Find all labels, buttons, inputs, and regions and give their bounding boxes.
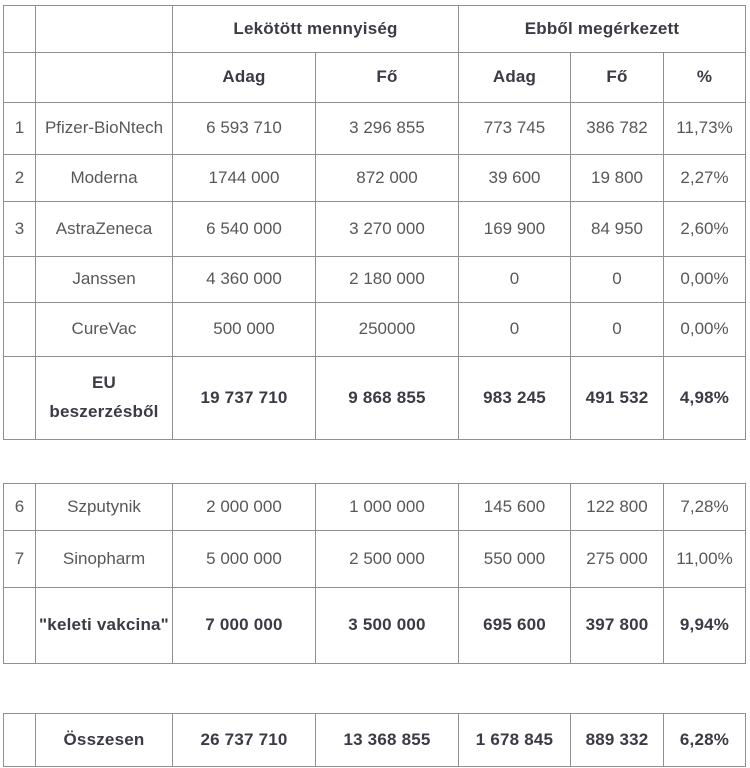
erkezett-percent-cell: 11,73% [664,103,746,155]
erkezett-percent-cell: 9,94% [664,588,746,664]
header-erkezett-adag: Adag [459,53,571,103]
lekotott-fo-cell: 2 500 000 [316,531,459,588]
lekotott-adag-cell: 5 000 000 [173,531,316,588]
header-percent: % [664,53,746,103]
lekotott-fo-cell: 3 270 000 [316,202,459,257]
empty-corner-cell [4,6,36,53]
table-row-astrazeneca [4,202,746,257]
lekotott-fo-cell: 872 000 [316,155,459,202]
erkezett-adag-cell: 550 000 [459,531,571,588]
header-lekotott-adag: Adag [173,53,316,103]
header-lekotott-fo: Fő [316,53,459,103]
lekotott-adag-cell: 1744 000 [173,155,316,202]
erkezett-fo-cell: 397 800 [571,588,664,664]
vaccine-name-cell: Janssen [36,257,173,303]
row-number-cell [4,357,36,440]
erkezett-fo-cell: 122 800 [571,484,664,531]
row-number-cell: 7 [4,531,36,588]
erkezett-adag-cell: 773 745 [459,103,571,155]
empty-corner-cell [36,53,173,103]
vaccine-name-cell: "keleti vakcina" [36,588,173,664]
vaccine-name-cell: Sinopharm [36,531,173,588]
lekotott-adag-cell: 6 593 710 [173,103,316,155]
erkezett-adag-cell: 169 900 [459,202,571,257]
empty-corner-cell [4,53,36,103]
vaccine-name-cell: EU beszerzésből [36,357,173,440]
lekotott-fo-cell: 250000 [316,303,459,357]
lekotott-fo-cell: 2 180 000 [316,257,459,303]
table-row-eastern-total [4,588,746,664]
lekotott-adag-cell: 2 000 000 [173,484,316,531]
row-number-cell: 2 [4,155,36,202]
erkezett-fo-cell: 19 800 [571,155,664,202]
table-row-sinopharm [4,531,746,588]
lekotott-fo-cell: 3 500 000 [316,588,459,664]
lekotott-fo-cell: 9 868 855 [316,357,459,440]
lekotott-fo-cell: 3 296 855 [316,103,459,155]
empty-corner-cell [36,6,173,53]
table-row-pfizer [4,103,746,155]
row-number-cell [4,303,36,357]
erkezett-fo-cell: 0 [571,257,664,303]
vaccine-name-cell: Pfizer-BioNtech [36,103,173,155]
erkezett-adag-cell: 983 245 [459,357,571,440]
row-number-cell: 1 [4,103,36,155]
erkezett-adag-cell: 145 600 [459,484,571,531]
erkezett-percent-cell: 7,28% [664,484,746,531]
erkezett-percent-cell: 2,27% [664,155,746,202]
table-spacer [3,440,747,483]
row-number-cell [4,257,36,303]
erkezett-adag-cell: 39 600 [459,155,571,202]
lekotott-adag-cell: 19 737 710 [173,357,316,440]
erkezett-fo-cell: 275 000 [571,531,664,588]
lekotott-adag-cell: 4 360 000 [173,257,316,303]
erkezett-fo-cell: 0 [571,303,664,357]
erkezett-fo-cell: 386 782 [571,103,664,155]
vaccine-name-cell: Moderna [36,155,173,202]
row-number-cell [4,588,36,664]
erkezett-fo-cell: 84 950 [571,202,664,257]
erkezett-percent-cell: 6,28% [664,714,746,767]
erkezett-percent-cell: 2,60% [664,202,746,257]
erkezett-fo-cell: 491 532 [571,357,664,440]
grand-total-table [3,713,746,767]
erkezett-percent-cell: 11,00% [664,531,746,588]
header-ebbol-megerkezett: Ebből megérkezett [459,6,746,53]
vaccine-name-cell: Szputynik [36,484,173,531]
erkezett-percent-cell: 4,98% [664,357,746,440]
erkezett-adag-cell: 0 [459,257,571,303]
lekotott-adag-cell: 26 737 710 [173,714,316,767]
erkezett-adag-cell: 0 [459,303,571,357]
eu-vaccines-table [3,5,746,440]
table-spacer [3,664,747,713]
table-row-grand-total [4,714,746,767]
erkezett-percent-cell: 0,00% [664,257,746,303]
lekotott-fo-cell: 13 368 855 [316,714,459,767]
row-number-cell: 3 [4,202,36,257]
table-row-eu-total [4,357,746,440]
row-number-cell [4,714,36,767]
lekotott-fo-cell: 1 000 000 [316,484,459,531]
table-row-szputynik [4,484,746,531]
header-erkezett-fo: Fő [571,53,664,103]
table-row-moderna [4,155,746,202]
vaccine-name-cell: Összesen [36,714,173,767]
vaccine-name-cell: AstraZeneca [36,202,173,257]
header-lekotott-mennyiseg: Lekötött mennyiség [173,6,459,53]
erkezett-fo-cell: 889 332 [571,714,664,767]
table-row-janssen [4,257,746,303]
lekotott-adag-cell: 7 000 000 [173,588,316,664]
erkezett-adag-cell: 695 600 [459,588,571,664]
header-group-row [4,6,746,53]
vaccine-name-cell: CureVac [36,303,173,357]
erkezett-adag-cell: 1 678 845 [459,714,571,767]
lekotott-adag-cell: 6 540 000 [173,202,316,257]
header-column-row [4,53,746,103]
erkezett-percent-cell: 0,00% [664,303,746,357]
eastern-vaccines-table [3,483,746,664]
table-row-curevac [4,303,746,357]
row-number-cell: 6 [4,484,36,531]
lekotott-adag-cell: 500 000 [173,303,316,357]
